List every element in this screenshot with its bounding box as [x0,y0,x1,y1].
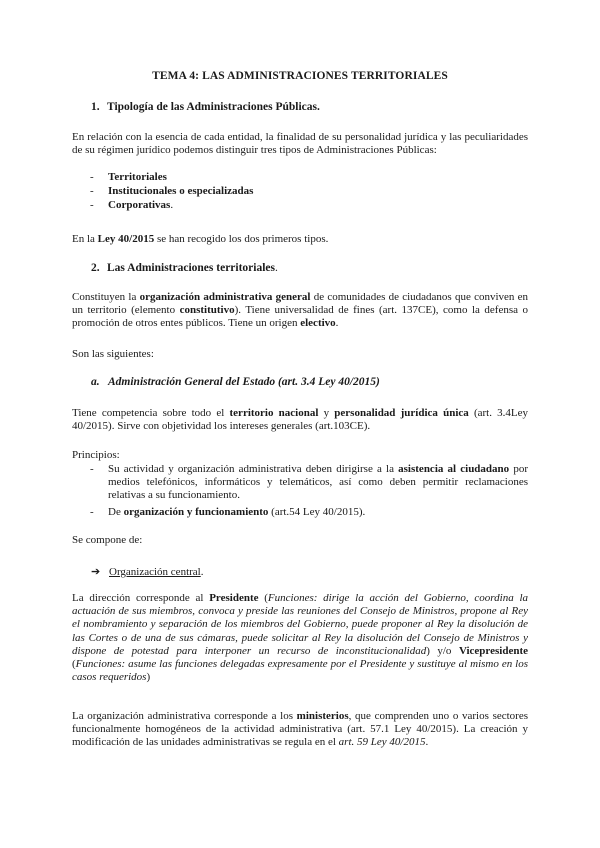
emphasis: electivo [300,317,336,330]
type-corporativas-suffix: . [170,199,174,211]
text-run: , que comprenden uno o varios sectores funcionalmente homogéneos de la actividad administrativa (art. 57.1 Ley 40/2015). La creación y modificación de las unidades administrativas se regula en el [72,710,528,749]
section-1-title: Tipología de las Administraciones Públicas. [107,101,320,113]
emphasis: Presidente [209,592,259,604]
organization-dot: . [200,566,204,578]
italic-text: Funciones: asume las funciones delegadas expresamente por el Presidente y sustituye al mismo en los casos requeridos [72,658,528,684]
territorial-paragraph [72,291,528,331]
subsection-a-letter: a. [91,376,100,388]
italic-text: art. 59 Ley 40/2015 [338,736,426,749]
text-run: Constituyen la [72,291,140,303]
emphasis: asistencia al ciudadano [398,463,510,475]
section-1-heading [91,101,320,113]
text-run: ( [258,592,268,604]
law-paragraph [72,233,528,246]
text-run: de comunidades de ciudadanos que conviven en un territorio (elemento [72,291,529,317]
text-run: ( [72,658,76,671]
subsection-a-heading [91,376,380,388]
type-corporativas: Corporativas [108,199,171,211]
emphasis: territorio nacional [229,407,319,419]
subsection-a-title: Administración General del Estado (art. 3.4 Ley 40/2015) [108,376,380,388]
text-run: . [425,736,429,749]
text-run: y [318,407,335,419]
following-paragraph: Son las siguientes: [72,348,154,360]
text-run: (art. 3.4Ley 40/2015). Sirve con objetividad los intereses generales (art.103CE). [72,407,529,433]
section-2-title: Las Administraciones territoriales [107,262,276,274]
list-dash: - [90,185,94,197]
list-item [90,506,528,519]
list-item [90,171,528,184]
section-2-number: 2. [91,262,100,274]
text-run: Su actividad y organización administrativa deben dirigirse a la [108,463,399,475]
list-item [90,199,528,212]
text-run: En la [72,233,98,245]
intro-paragraph: En relación con la esencia de cada entidad, la finalidad de su personalidad jurídica y las peculiaridades de su régimen jurídico podemos distinguir tres tipos de Administraciones Públicas: [72,131,528,157]
text-run: De [108,506,124,518]
list-dash: - [90,463,94,475]
type-corporativas-line [108,199,528,212]
president-paragraph [72,592,528,684]
principles-label: Principios: [72,449,120,461]
organization-central-label: Organización central [109,566,201,578]
emphasis: organización y funcionamiento [123,506,269,518]
text-run: ). Tiene universalidad de fines (art. 137CE), como la defensa o promoción de otros entes públicos. Tiene un origen [72,304,528,330]
text-run: . [335,317,339,330]
organization-item [91,565,203,578]
text-run: (art.54 Ley 40/2015). [268,506,366,518]
italic-text: Funciones: dirige la acción del Gobierno, coordina la actuación de sus miembros, convoca y preside las reuniones del Consejo de Ministros, propone al Rey el nombramiento y separación de los miembros del Gobierno, puede proponer al Rey la disolución de las Cortes o de una de sus cámaras, puede solicitar al Rey la disolución del Consejo de Ministros y dispone de potestad para interponer un recurso de inconstitucionalidad [72,592,528,657]
emphasis: constitutivo [179,304,235,317]
emphasis: ministerios [296,710,349,722]
document-title: TEMA 4: LAS ADMINISTRACIONES TERRITORIALES [152,70,448,82]
emphasis: organización administrativa general [139,291,311,303]
text-run: se han recogido los dos primeros tipos. [154,233,329,245]
competence-paragraph [72,407,528,433]
principle-text [108,463,528,503]
list-dash: - [90,171,94,183]
section-2-dot: . [275,262,278,274]
type-institucionales: Institucionales o especializadas [108,185,254,197]
text-run: La organización administrativa corresponde a los [72,710,297,722]
text-run: ) [146,671,151,684]
law-reference: Ley 40/2015 [97,233,155,245]
section-2-heading [91,262,278,274]
text-run: por medios telefónicos, informáticos y telemáticos, así como deben permitir reclamaciones relativas a su funcionamiento. [108,463,528,502]
arrow-icon: ➔ [91,566,101,578]
emphasis: Vicepresidente [458,644,528,657]
list-item [90,185,528,198]
text-run: La dirección corresponde al [72,592,210,604]
composition-label: Se compone de: [72,534,143,546]
text-run: ) y/o [426,644,459,657]
text-run: Tiene competencia sobre todo el [72,407,230,419]
section-1-number: 1. [91,101,100,113]
principle-text [108,506,528,519]
list-item [90,463,528,503]
type-territoriales: Territoriales [108,171,167,183]
list-dash: - [90,506,94,518]
ministries-paragraph [72,710,528,750]
list-dash: - [90,199,94,211]
emphasis: personalidad jurídica única [334,407,469,419]
